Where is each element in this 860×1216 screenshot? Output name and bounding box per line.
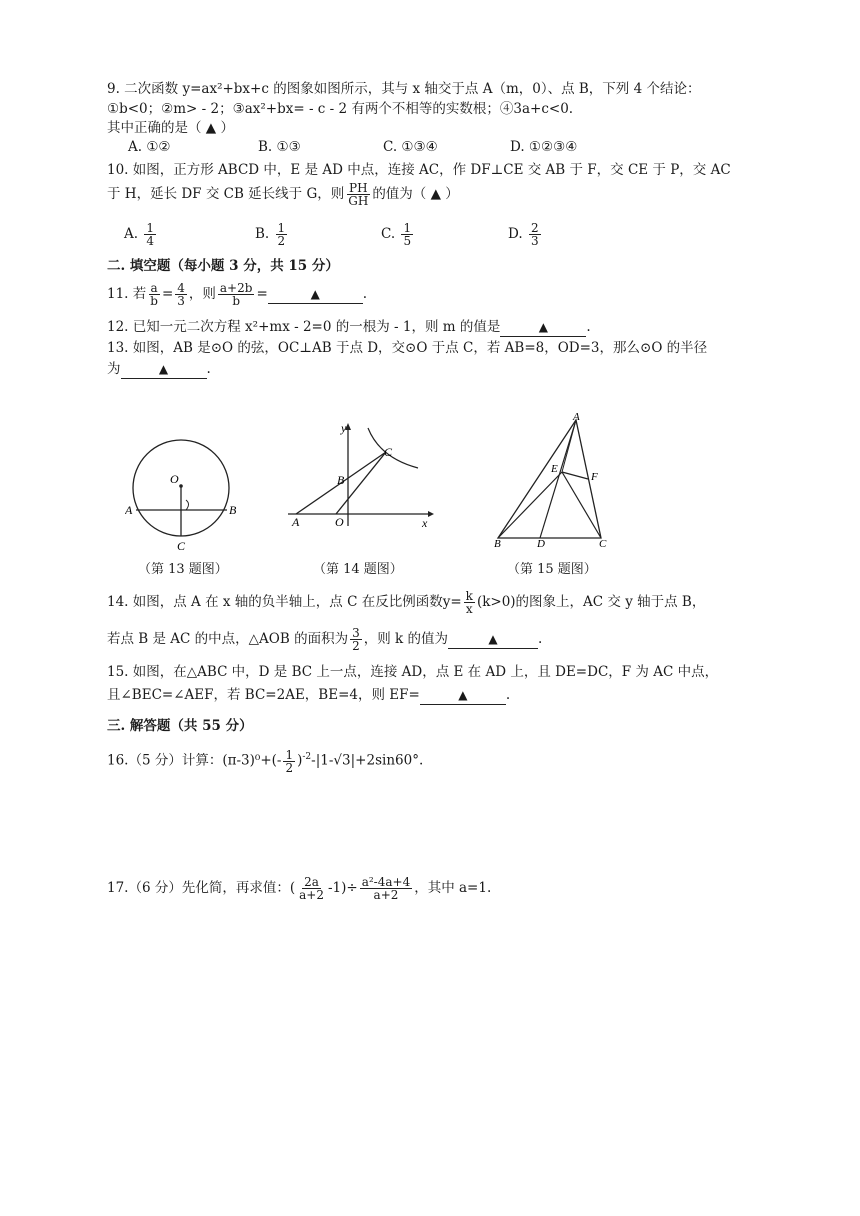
q10-option-b-den: 2: [277, 234, 286, 248]
q14-line1: [107, 590, 705, 615]
q10-option-b-label: B.: [255, 226, 270, 242]
figure-14-caption: （第 14 题图）: [313, 562, 403, 577]
figure-14-graph: [288, 420, 438, 530]
q10-line2-text-b: 的值为（ ▲ ）: [372, 186, 459, 202]
fig15-segment-ad: [540, 420, 576, 538]
q17: [107, 876, 491, 901]
fig13-label-c: C: [177, 539, 186, 550]
q10-line1: 10. 如图，正方形 ABCD 中，E 是 AD 中点，连接 AC，作 DF⊥CE 交 AB 于 F，交 CE 于 P，交 AC: [107, 162, 731, 178]
q14-area-num: 3: [352, 626, 360, 640]
q16-expr2: ): [297, 752, 303, 769]
q14-blank-mark: ▲: [488, 632, 498, 646]
q11-answer-blank[interactable]: [268, 285, 363, 304]
fig14-hyperbola: [368, 428, 418, 468]
figure-15-triangle: [490, 408, 615, 548]
q11-f2-den: 3: [177, 294, 185, 308]
figure-15-caption: （第 15 题图）: [507, 562, 597, 577]
q14-line2: [107, 627, 542, 652]
q11-f1-den: b: [150, 294, 158, 308]
q11: [107, 282, 367, 307]
q9-option-b: B. ①③: [258, 139, 301, 155]
figure-13-circle: [125, 430, 250, 550]
fig13-right-angle-mark: [186, 500, 189, 510]
q10-frac-den: GH: [348, 194, 369, 208]
q10-option-c-label: C.: [381, 226, 396, 242]
q13-blank-mark: ▲: [158, 362, 169, 376]
fig14-label-y: y: [341, 421, 347, 435]
q17-f2-num: a²-4a+4: [361, 875, 411, 889]
q10-option-d: [508, 222, 543, 247]
q10-option-c: [381, 222, 415, 247]
q11-post: =: [256, 286, 268, 302]
q14-func-y: y=: [442, 594, 462, 610]
fig13-label-a: A: [125, 503, 133, 517]
fig14-label-c: C: [384, 445, 393, 459]
q10-option-a-den: 4: [146, 234, 154, 248]
fig15-label-b: B: [494, 538, 501, 548]
q13-answer-blank[interactable]: [121, 360, 207, 379]
q12-blank-mark: ▲: [538, 320, 548, 334]
q15-line2-text: 且∠BEC=∠AEF，若 BC=2AE，BE=4，则 EF=: [107, 687, 420, 703]
q15-end: .: [505, 687, 511, 703]
fig15-triangle-abc: [498, 420, 601, 538]
q17-mid: -1)÷: [327, 880, 358, 896]
fig15-segment-ea: [562, 420, 576, 472]
q13-line1: 13. 如图，AB 是⊙O 的弦，OC⊥AB 于点 D，交⊙O 于点 C，若 AB=8，OD=3，那么⊙O 的半径: [107, 340, 708, 356]
fig15-label-d: D: [537, 538, 545, 548]
fig15-label-a: A: [573, 411, 580, 423]
q16-frac-num: 1: [285, 747, 294, 762]
q13-line2-text: 为: [107, 361, 121, 377]
section-3-heading: 三. 解答题（共 55 分）: [107, 718, 253, 734]
fig14-label-a: A: [292, 515, 300, 529]
q13-end: .: [206, 361, 211, 377]
fig15-segment-be: [498, 472, 562, 538]
q10-option-a: [124, 222, 158, 247]
q10-option-b: [255, 222, 289, 247]
q16: [107, 748, 423, 774]
q9-option-c: C. ①③④: [383, 139, 438, 155]
fig14-x-arrow: [428, 511, 434, 517]
q14-line1-text-b: (k>0)的图象上，AC 交 y 轴于点 B，: [476, 594, 706, 610]
q9-line2: ①b<0；②m> - 2；③ax²+bx= - c - 2 有两个不相等的实数根；④3a+c<0.: [107, 101, 574, 117]
q15-answer-blank[interactable]: [420, 686, 506, 705]
q10-option-a-label: A.: [124, 226, 139, 242]
fig13-label-b: B: [229, 503, 237, 517]
q10-option-a-num: 1: [146, 221, 154, 235]
q10-line2: [107, 182, 459, 207]
q16-pre: 16.（5 分）计算：: [107, 752, 223, 769]
q11-pre: 11. 若: [107, 286, 147, 302]
q9-option-a: A. ①②: [128, 139, 171, 155]
q12-answer-blank[interactable]: [500, 318, 586, 337]
q16-expr3: -|1-√3|+2sin60°.: [311, 752, 424, 769]
q9-line3: 其中正确的是（ ▲ ）: [107, 120, 234, 136]
q16-exponent: -2: [302, 752, 312, 762]
q15-line1: 15. 如图，在△ABC 中，D 是 BC 上一点，连接 AD，点 E 在 AD 上，且 DE=DC，F 为 AC 中点，: [107, 664, 719, 680]
q10-option-c-num: 1: [403, 221, 412, 235]
fig14-label-o: O: [335, 515, 344, 529]
q17-pre: 17.（6 分）先化简，再求值：: [107, 880, 290, 896]
q14-end: .: [537, 631, 543, 647]
q11-eq: =: [161, 286, 174, 302]
q14-func-num: k: [465, 589, 473, 603]
q11-f1-num: a: [150, 281, 158, 295]
q9-option-d: D. ①②③④: [510, 139, 578, 155]
q9-line1: 9. 二次函数 y=ax²+bx+c 的图象如图所示，其与 x 轴交于点 A（m，0）、点 B，下列 4 个结论：: [107, 81, 701, 97]
q11-f3-num: a+2b: [219, 281, 253, 295]
q17-f2-den: a+2: [373, 888, 399, 902]
q10-frac-num: PH: [349, 181, 368, 195]
q15-line2: [107, 686, 510, 705]
q14-line2-text-a: 若点 B 是 AC 的中点，△AOB 的面积为: [107, 631, 349, 647]
q16-expr1: (π-3)⁰+(-: [222, 752, 282, 769]
q14-line1-text-a: 14. 如图，点 A 在 x 轴的负半轴上，点 C 在反比例函数: [107, 594, 443, 610]
q12-end: .: [586, 319, 591, 335]
q15-blank-mark: ▲: [458, 688, 468, 702]
q17-post: ，其中 a=1.: [414, 880, 492, 896]
q12-text: 12. 已知一元二次方程 x²+mx - 2=0 的一根为 - 1，则 m 的值是: [107, 319, 501, 335]
q14-answer-blank[interactable]: [448, 630, 538, 649]
q17-f1-num: 2a: [304, 875, 319, 889]
q12: [107, 318, 591, 337]
q11-f3-den: b: [232, 294, 241, 308]
q11-blank-mark: ▲: [310, 287, 320, 301]
q10-option-c-den: 5: [403, 234, 412, 248]
figure-13-caption: （第 13 题图）: [138, 562, 228, 577]
q11-mid: ，则: [188, 286, 216, 302]
fig15-label-e: E: [551, 463, 558, 475]
fig13-label-o: O: [170, 472, 179, 486]
q10-option-d-den: 3: [530, 234, 539, 248]
fig14-label-b: B: [337, 473, 345, 487]
q10-option-b-num: 1: [277, 221, 286, 235]
q10-option-d-num: 2: [530, 221, 539, 235]
q14-area-den: 2: [352, 639, 360, 653]
q17-open: (: [289, 880, 296, 896]
q10-line2-text-a: 于 H，延长 DF 交 CB 延长线于 G，则: [107, 186, 345, 202]
fig13-center-dot: [179, 484, 183, 488]
q11-end: .: [362, 286, 368, 302]
q14-func-den: x: [465, 602, 473, 616]
q17-f1-den: a+2: [299, 888, 324, 902]
q16-frac-den: 2: [285, 760, 294, 775]
section-2-heading: 二. 填空题（每小题 3 分，共 15 分）: [107, 258, 339, 274]
q13-line2: [107, 360, 211, 379]
q11-f2-num: 4: [177, 281, 185, 295]
fig15-label-c: C: [599, 538, 607, 548]
fig14-label-x: x: [422, 516, 428, 530]
fig15-label-f: F: [591, 471, 598, 483]
q10-option-d-label: D.: [508, 226, 523, 242]
q14-line2-text-b: ，则 k 的值为: [363, 631, 448, 647]
q10-fraction: [346, 182, 370, 207]
